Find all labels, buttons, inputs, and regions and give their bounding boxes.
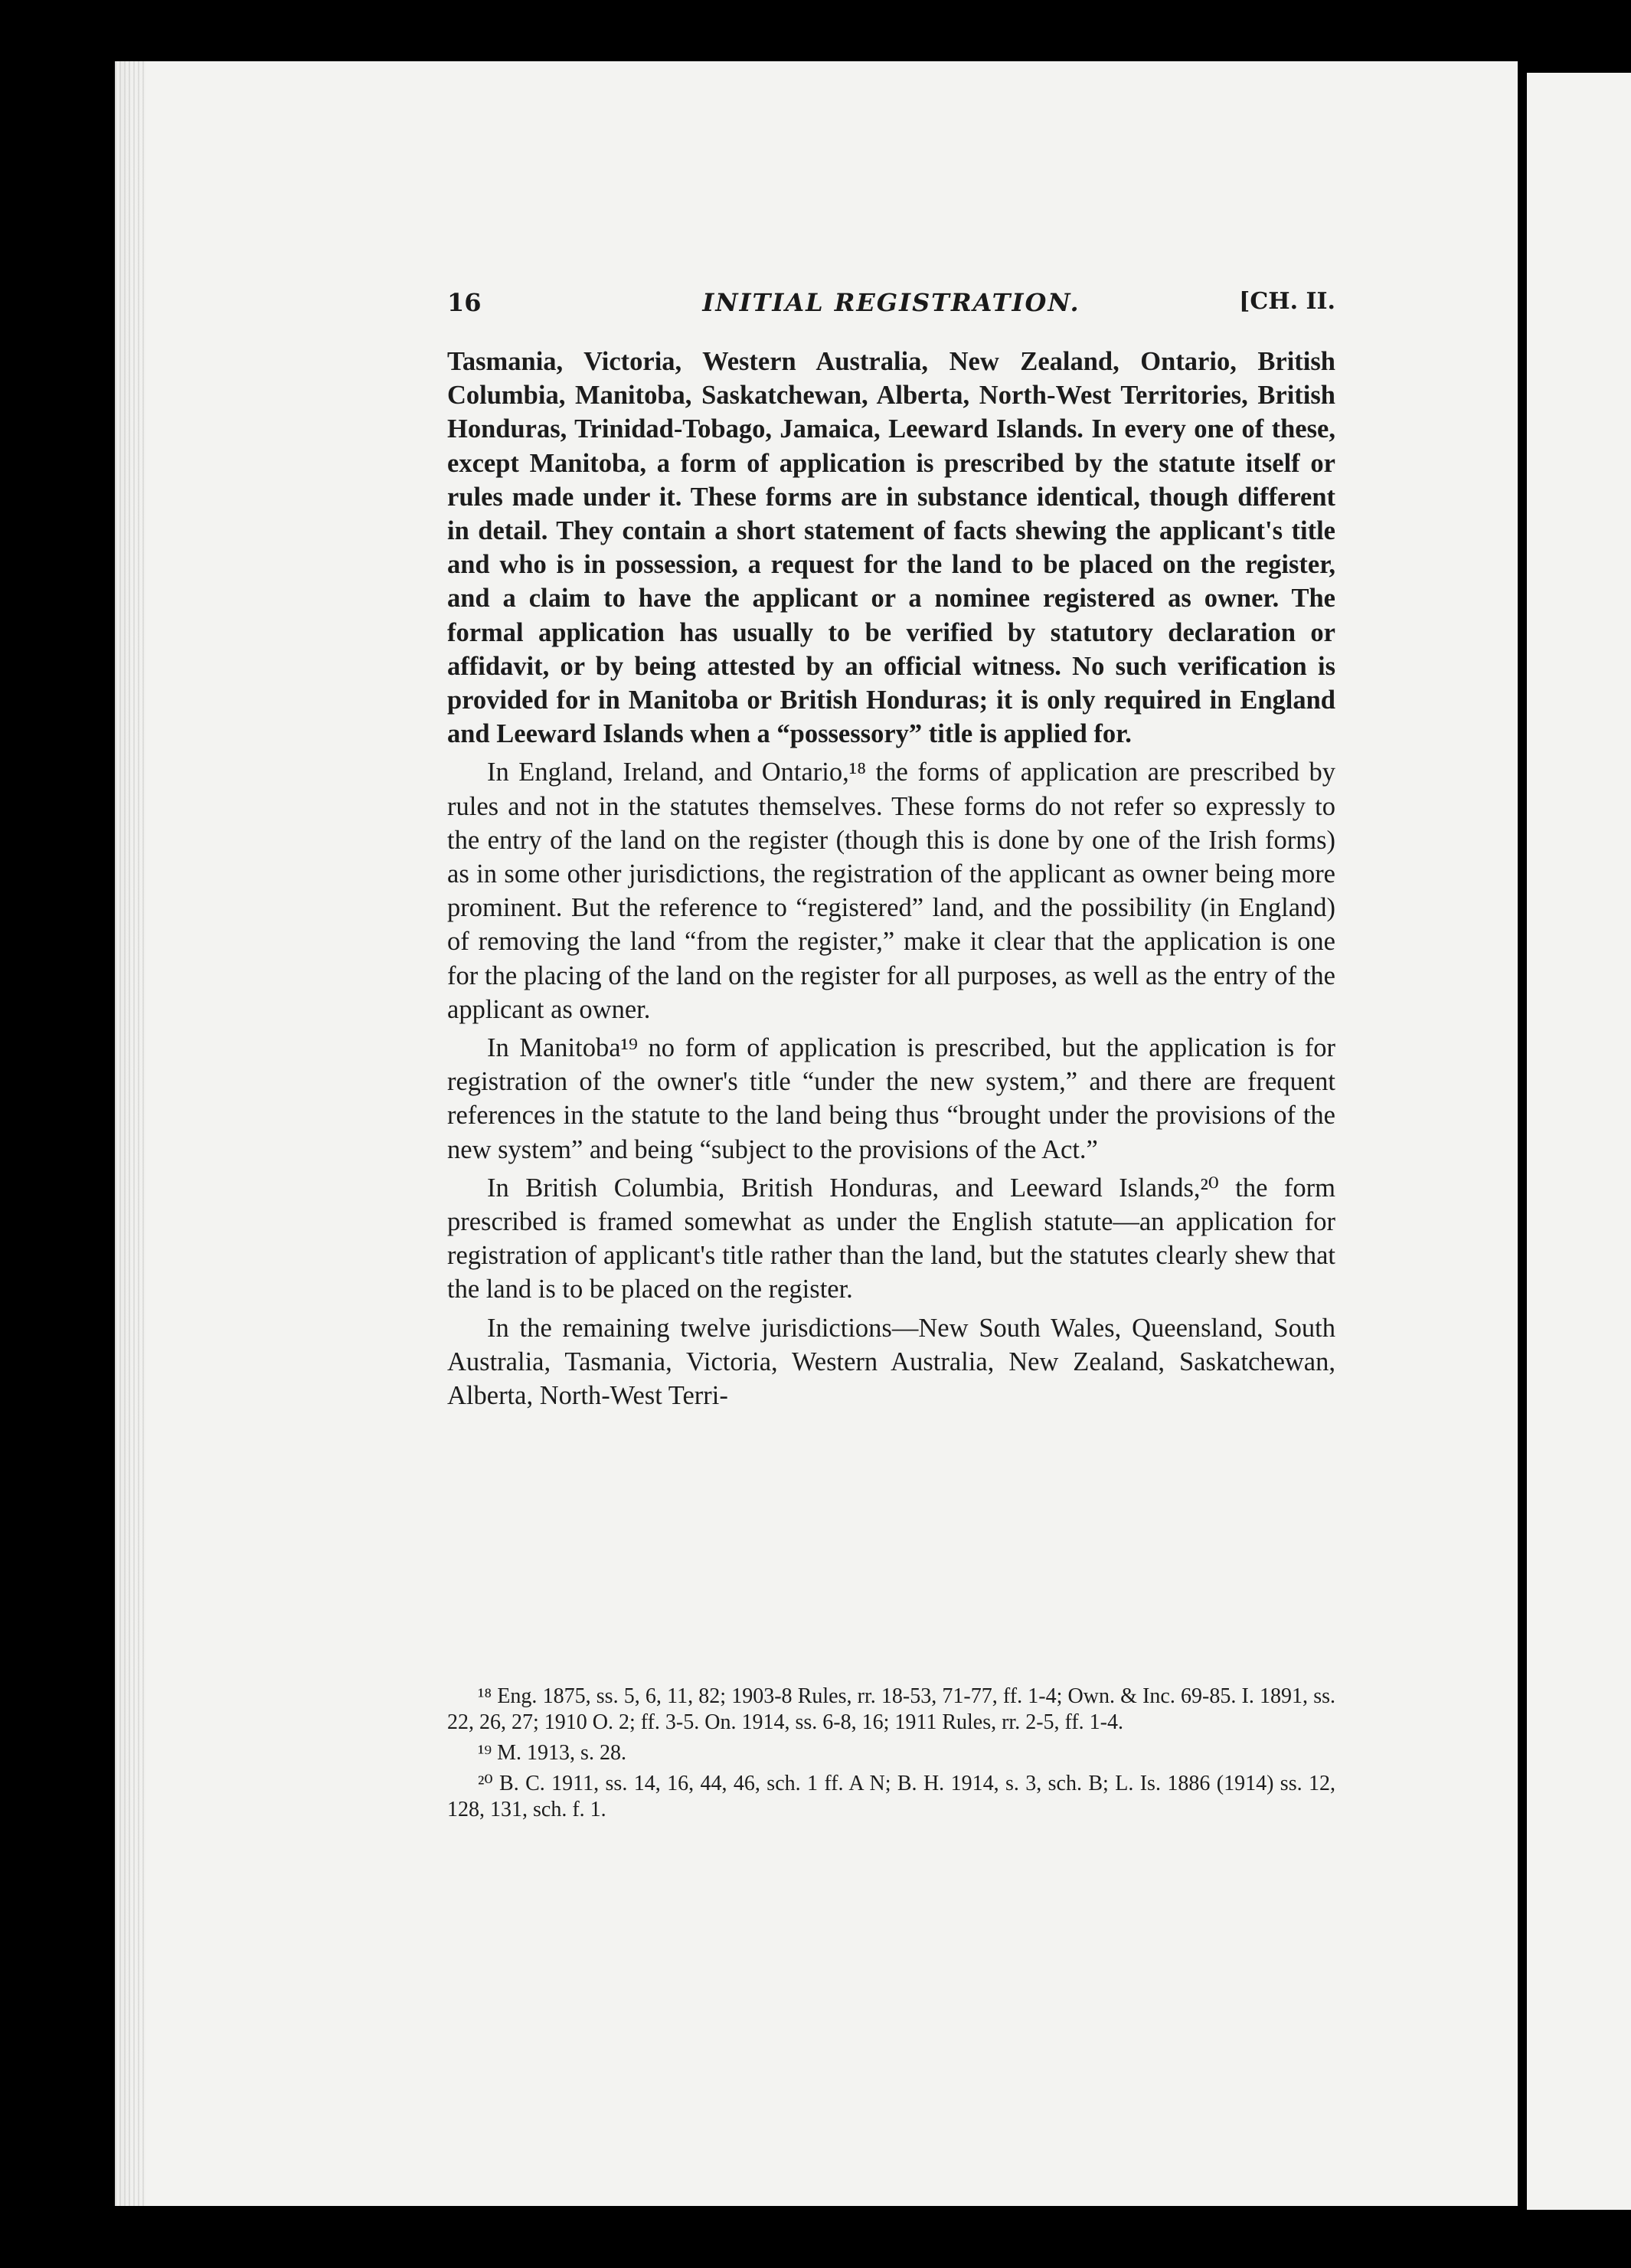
facing-page-edge [1527,73,1631,2210]
page-stack-edge [115,61,145,2206]
footnote: ¹⁹ M. 1913, s. 28. [478,1741,626,1765]
page-number: 16 [447,288,482,317]
footnote: ¹⁸ Eng. 1875, ss. 5, 6, 11, 82; 1903-8 Rules, rr. 18-53, 71-77, ff. 1-4; Own. & Inc. 69-85. I. 1891, ss. 22, 26, 27; 1910 O. 2; ff. 3-5. On. 1914, ss. 6-8, 16; 1911 Rules, rr. 2-5, ff. 1-4. [447,1684,1335,1734]
running-title: INITIAL REGISTRATION. [702,288,1080,317]
chapter-label: [CH. II. [1239,288,1335,315]
page-header [447,288,1335,323]
paragraph: In the remaining twelve jurisdictions—New South Wales, Queensland, South Australia, Tasmania, Victoria, Western Australia, New Zealand, Saskatchewan, Alberta, North-West Terri- [447,1313,1335,1411]
footnote: ²⁰ B. C. 1911, ss. 14, 16, 44, 46, sch. 1 ff. A N; B. H. 1914, s. 3, sch. B; L. Is. 1886 (1914) ss. 12, 128, 131, sch. f. 1. [447,1772,1335,1821]
paragraph: In British Columbia, British Honduras, and Leeward Islands,²⁰ the form prescribed is framed somewhat as under the English statute—an application for registration of applicant's title rather than the land, but the statutes clearly shew that the land is to be placed on the register. [447,1173,1335,1304]
footnotes [447,1684,1335,1828]
paragraph: In England, Ireland, and Ontario,¹⁸ the forms of application are prescribed by rules and not in the statutes themselves. These forms do not refer so expressly to the entry of the land on the register (though this is done by one of the Irish forms) as in some other jurisdictions, the registration of the applicant as owner being more prominent. But the reference to “registered” land, and the possibility (in England) of removing the land “from the register,” make it clear that the application is one for the placing of the land on the register for all purposes, as well as the entry of the applicant as owner. [447,758,1335,1024]
paragraph: Tasmania, Victoria, Western Australia, New Zealand, Ontario, British Columbia, Manitoba, Saskatchewan, Alberta, North-West Territories, British Honduras, Trinidad-Tobago, Jamaica, Leeward Islands. In every one of these, except Manitoba, a form of application is prescribed by the statute itself or rules made under it. These forms are in substance identical, though different in detail. They contain a short statement of facts shewing the applicant's title and who is in possession, a request for the land to be placed on the register, and a claim to have the applicant or a nominee registered as owner. The formal application has usually to be verified by statutory declaration or affidavit, or by being attested by an official witness. No such verification is provided for in Manitoba or British Honduras; it is only required in England and Leeward Islands when a “possessory” title is applied for. [447,347,1335,749]
paragraph: In Manitoba¹⁹ no form of application is prescribed, but the application is for registration of the owner's title “under the new system,” and there are frequent references in the statute to the land being thus “brought under the provisions of the new system” and being “subject to the provisions of the Act.” [447,1033,1335,1164]
body-text [447,345,1335,1412]
